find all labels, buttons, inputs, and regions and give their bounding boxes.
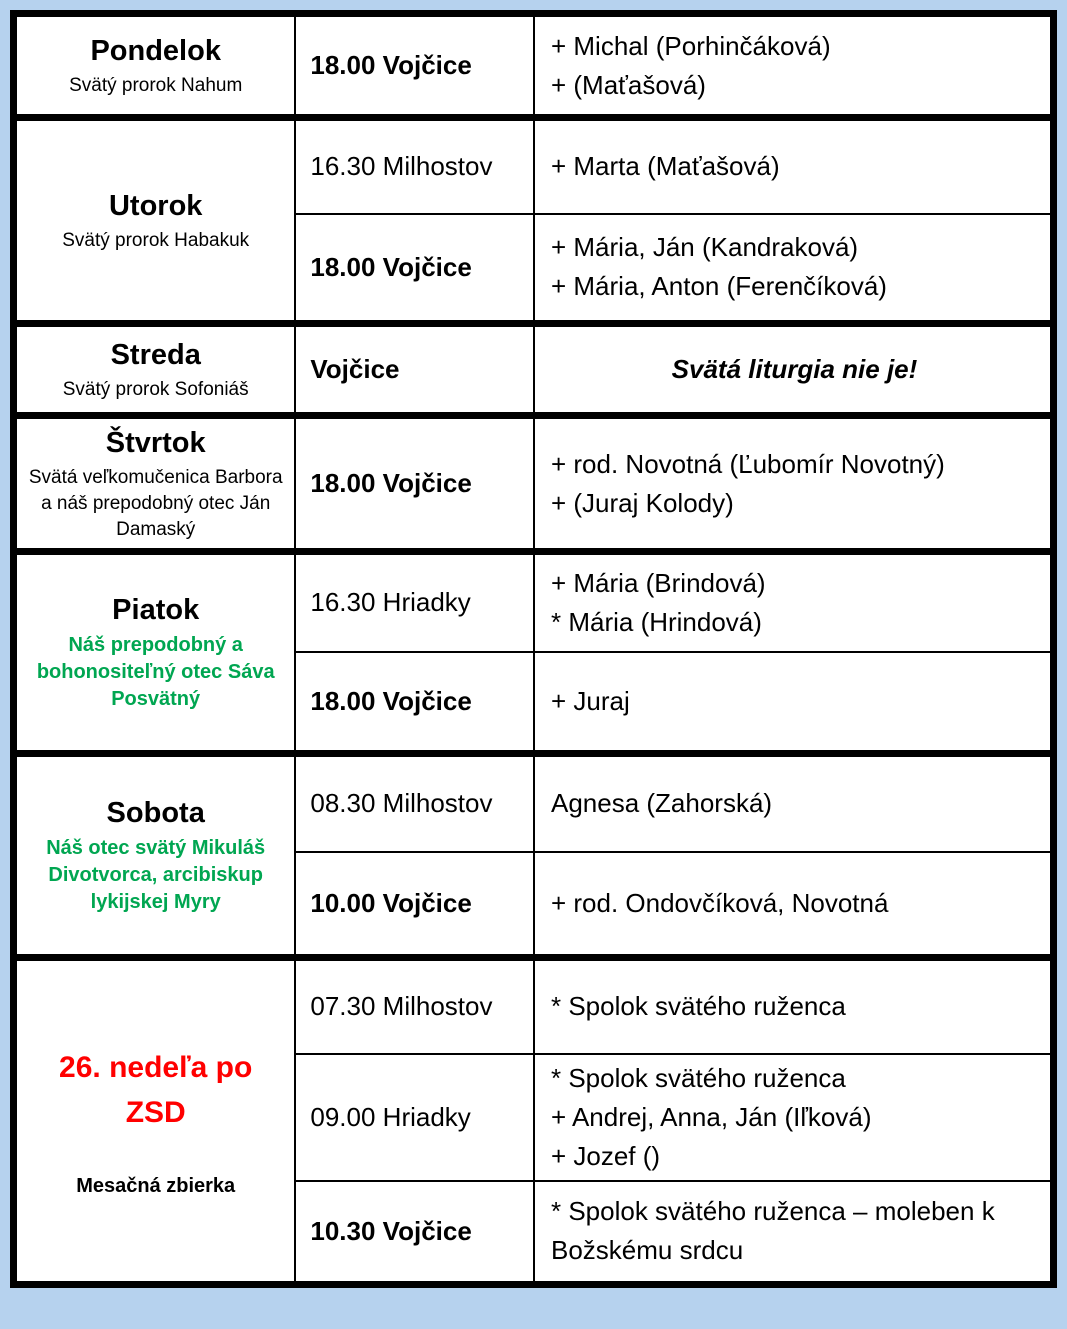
- time-place-cell: 16.30 Hriadky: [295, 552, 534, 652]
- schedule-row: [14, 14, 1054, 118]
- schedule-row: [14, 416, 1054, 552]
- time-place-cell: 16.30 Milhostov: [295, 118, 534, 214]
- feast-label: Náš otec svätý Mikuláš Divotvorca, arcibiskup lykijskej Myry: [46, 837, 266, 914]
- time-place-cell: 18.00 Vojčice: [295, 214, 534, 324]
- intention-line: + Marta (Maťašová): [550, 151, 780, 182]
- schedule-row: [14, 118, 1054, 214]
- day-section-nedela: [14, 958, 1054, 1285]
- intention-line: * Spolok svätého ruženca – moleben k Božskému srdcu: [550, 1196, 995, 1266]
- intention-line: + Jozef (): [550, 1140, 661, 1171]
- liturgical-schedule-table: [10, 10, 1057, 1288]
- intention-line: * Spolok svätého ruženca: [550, 1062, 846, 1093]
- intentions-cell: [534, 652, 1054, 754]
- day-cell: [14, 324, 296, 416]
- day-name: Sobota: [106, 797, 205, 830]
- intention-line: + Mária (Brindová): [550, 567, 766, 598]
- day-name: Piatok: [112, 594, 200, 627]
- schedule-row: [14, 754, 1054, 852]
- sunday-title: 26. nedeľa po ZSD: [59, 1050, 253, 1129]
- time-place-cell: 10.00 Vojčice: [295, 852, 534, 958]
- sunday-subtitle: Mesačná zbierka: [76, 1174, 236, 1197]
- intentions-cell: [534, 1181, 1054, 1285]
- intentions-cell: [534, 552, 1054, 652]
- intention-line: + Michal (Porhinčáková): [550, 30, 831, 61]
- time-place-cell: Vojčice: [295, 324, 534, 416]
- feast-label: Svätý prorok Sofoniáš: [62, 378, 249, 400]
- day-cell: [14, 958, 296, 1285]
- feast-label: Náš prepodobný a bohonositeľný otec Sáva Posvätný: [36, 634, 275, 711]
- schedule-row: [14, 958, 1054, 1054]
- intentions-cell: [534, 14, 1054, 118]
- intentions-cell: [534, 852, 1054, 958]
- intention-line: + rod. Ondovčíková, Novotná: [550, 887, 889, 918]
- intention-line: + Mária, Ján (Kandraková): [550, 232, 859, 263]
- day-name: Streda: [110, 338, 201, 371]
- intentions-cell: [534, 958, 1054, 1054]
- intentions-cell: [534, 754, 1054, 852]
- day-cell: [14, 416, 296, 552]
- day-section-piatok: [14, 552, 1054, 754]
- day-section-utorok: [14, 118, 1054, 324]
- schedule-row: [14, 552, 1054, 652]
- day-section-stvrtok: [14, 416, 1054, 552]
- day-name: Pondelok: [90, 34, 221, 67]
- day-cell: [14, 552, 296, 754]
- day-name: Štvrtok: [105, 427, 206, 459]
- no-liturgy-note: Svätá liturgia nie je!: [534, 324, 1054, 416]
- intention-line: + Andrej, Anna, Ján (Iľková): [550, 1101, 872, 1132]
- time-place-cell: 07.30 Milhostov: [295, 958, 534, 1054]
- intention-line: + rod. Novotná (Ľubomír Novotný): [550, 448, 945, 479]
- intention-line: + (Maťašová): [550, 69, 706, 100]
- time-place-cell: 08.30 Milhostov: [295, 754, 534, 852]
- day-section-pondelok: [14, 14, 1054, 118]
- time-place-cell: 09.00 Hriadky: [295, 1054, 534, 1181]
- intentions-cell: [534, 214, 1054, 324]
- time-place-cell: 18.00 Vojčice: [295, 14, 534, 118]
- feast-label: Svätý prorok Habakuk: [62, 229, 250, 251]
- time-place-cell: 18.00 Vojčice: [295, 652, 534, 754]
- day-cell: [14, 754, 296, 958]
- intentions-cell: [534, 118, 1054, 214]
- day-section-streda: [14, 324, 1054, 416]
- intention-line: + Juraj: [550, 685, 630, 716]
- intention-line: + Mária, Anton (Ferenčíková): [550, 271, 887, 302]
- intention-line: Agnesa (Zahorská): [550, 788, 773, 819]
- time-place-cell: 10.30 Vojčice: [295, 1181, 534, 1285]
- time-place-cell: 18.00 Vojčice: [295, 416, 534, 552]
- intentions-cell: [534, 416, 1054, 552]
- feast-label: Svätý prorok Nahum: [69, 74, 243, 96]
- day-name: Utorok: [108, 189, 203, 222]
- day-section-sobota: [14, 754, 1054, 958]
- feast-label: Svätá veľkomučenica Barbora a náš prepodobný otec Ján Damaský: [28, 467, 283, 540]
- intention-line: + (Juraj Kolody): [550, 487, 734, 518]
- schedule-row: [14, 324, 1054, 416]
- day-cell: [14, 14, 296, 118]
- day-cell: [14, 118, 296, 324]
- intentions-cell: [534, 1054, 1054, 1181]
- intention-line: * Spolok svätého ruženca: [550, 991, 846, 1022]
- intention-line: * Mária (Hrindová): [550, 606, 762, 637]
